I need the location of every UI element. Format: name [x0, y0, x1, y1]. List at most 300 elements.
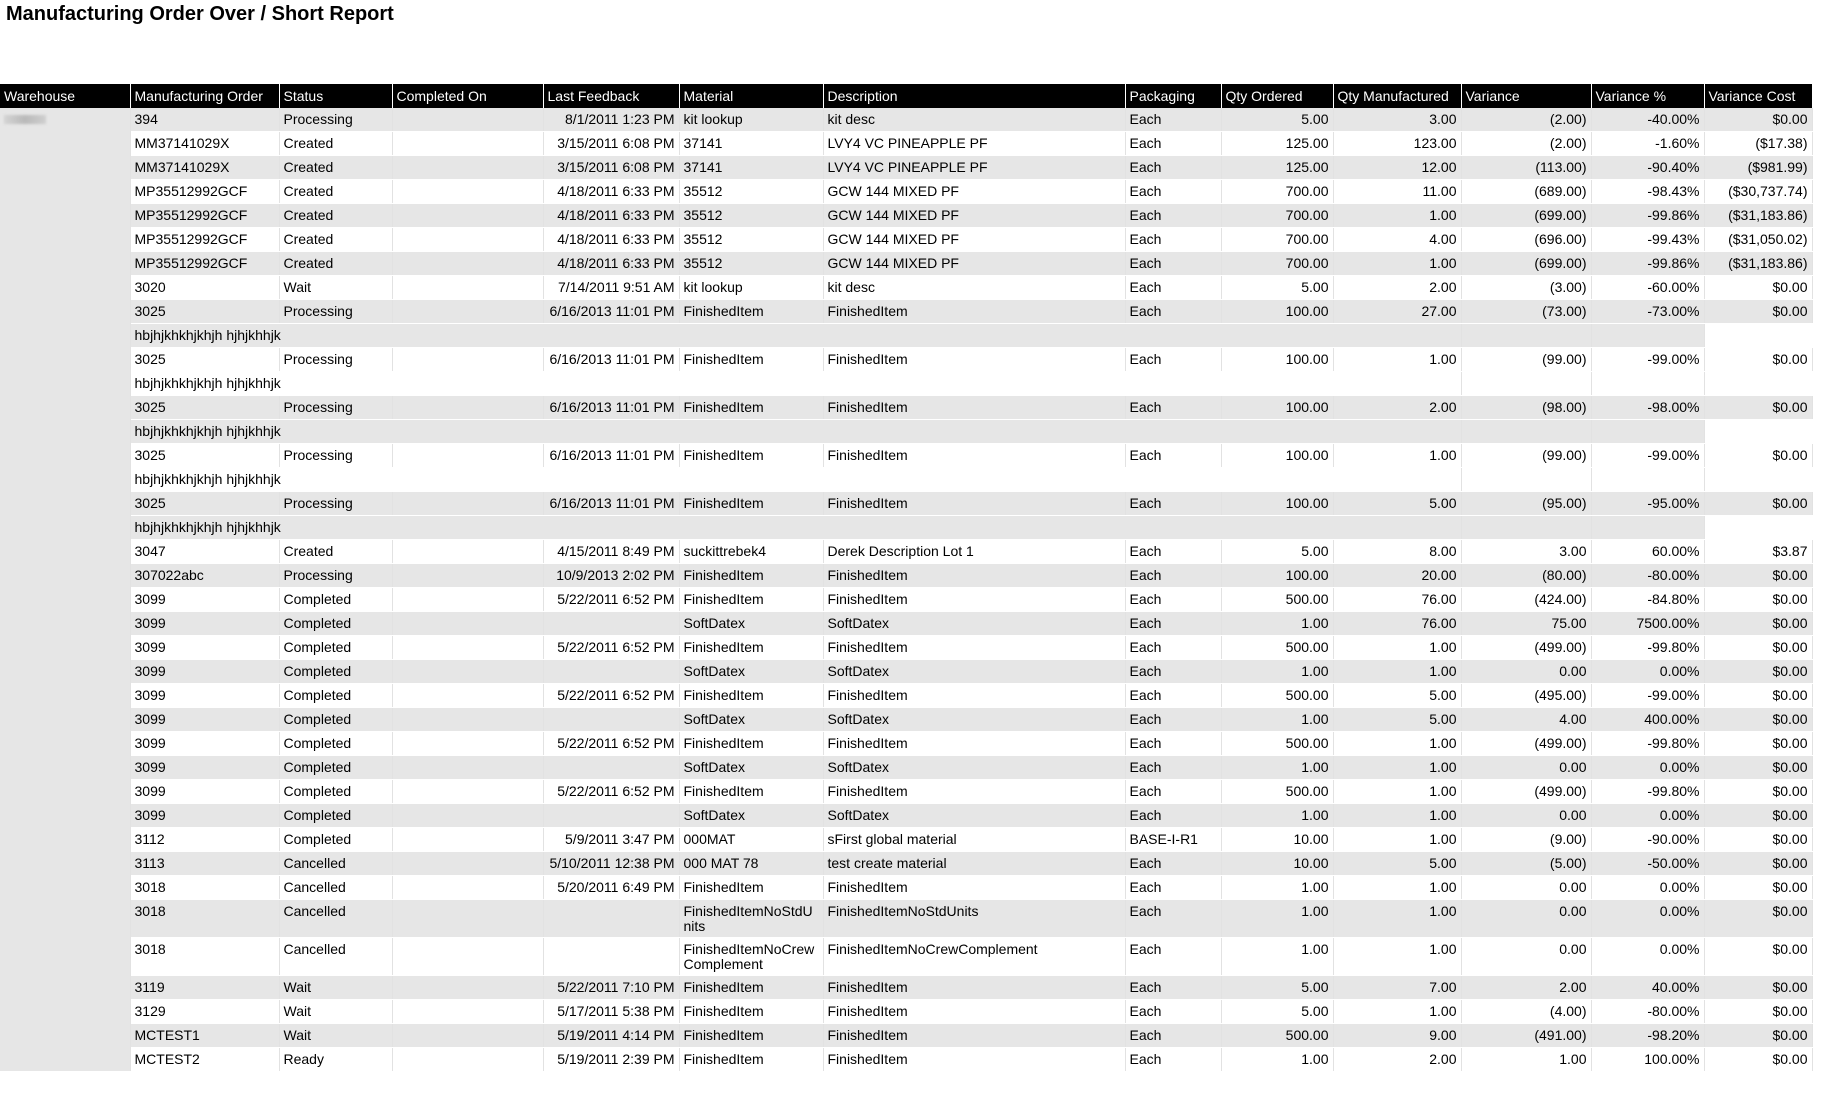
qty-manufactured-cell: 27.00: [1333, 300, 1461, 324]
variance-cost-cell: $0.00: [1704, 876, 1812, 900]
packaging-cell: Each: [1125, 540, 1221, 564]
qty-manufactured-cell: 2.00: [1333, 396, 1461, 420]
description-cell: FinishedItemNoStdUnits: [823, 900, 1125, 938]
status-cell: Processing: [279, 492, 392, 516]
qty-manufactured-cell: 3.00: [1333, 108, 1461, 132]
table-row: [0, 828, 1812, 852]
last-feedback-cell: 4/15/2011 8:49 PM: [543, 540, 679, 564]
completed-on-header: Completed On: [392, 84, 543, 108]
note-cell: hbjhjkhkhjkhjh hjhjkhhjk: [130, 324, 1461, 348]
status-cell: Ready: [279, 1048, 392, 1072]
variance-cost-cell: $0.00: [1704, 660, 1812, 684]
table-row: [0, 612, 1812, 636]
qty-ordered-cell: 1.00: [1221, 900, 1333, 938]
status-cell: Created: [279, 228, 392, 252]
status-cell: Completed: [279, 636, 392, 660]
variance-pct-cell: -73.00%: [1591, 300, 1704, 324]
table-row: [0, 588, 1812, 612]
mo-cell: MP35512992GCF: [130, 180, 279, 204]
note-empty-cell: [1461, 468, 1591, 492]
packaging-cell: BASE-I-R1: [1125, 828, 1221, 852]
material-cell: SoftDatex: [679, 708, 823, 732]
mo-cell: 3099: [130, 588, 279, 612]
description-cell: FinishedItem: [823, 732, 1125, 756]
material-cell: SoftDatex: [679, 660, 823, 684]
description-cell: kit desc: [823, 108, 1125, 132]
completed-on-cell: [392, 660, 543, 684]
table-row: [0, 708, 1812, 732]
packaging-cell: Each: [1125, 612, 1221, 636]
variance-cost-cell: $0.00: [1704, 1000, 1812, 1024]
note-empty-cell: [1461, 372, 1591, 396]
packaging-cell: Each: [1125, 636, 1221, 660]
material-cell: SoftDatex: [679, 612, 823, 636]
last-feedback-cell: 5/17/2011 5:38 PM: [543, 1000, 679, 1024]
table-row: [0, 204, 1812, 228]
mo-cell: 3099: [130, 684, 279, 708]
material-cell: SoftDatex: [679, 756, 823, 780]
qty-ordered-cell: 1.00: [1221, 1048, 1333, 1072]
qty-ordered-cell: 1.00: [1221, 756, 1333, 780]
status-cell: Completed: [279, 588, 392, 612]
variance-pct-cell: -99.00%: [1591, 444, 1704, 468]
variance-cost-cell: $0.00: [1704, 108, 1812, 132]
completed-on-cell: [392, 276, 543, 300]
variance-pct-cell: -99.00%: [1591, 684, 1704, 708]
qty-manufactured-cell: 123.00: [1333, 132, 1461, 156]
mo-cell: 3112: [130, 828, 279, 852]
last-feedback-cell: 5/9/2011 3:47 PM: [543, 828, 679, 852]
last-feedback-cell: 3/15/2011 6:08 PM: [543, 156, 679, 180]
qty-ordered-cell: 100.00: [1221, 300, 1333, 324]
packaging-cell: Each: [1125, 976, 1221, 1000]
material-cell: FinishedItem: [679, 444, 823, 468]
packaging-cell: Each: [1125, 756, 1221, 780]
variance-cost-cell: ($981.99): [1704, 156, 1812, 180]
table-row: [0, 938, 1812, 976]
packaging-cell: Each: [1125, 876, 1221, 900]
status-cell: Completed: [279, 780, 392, 804]
last-feedback-cell: [543, 938, 679, 976]
table-row: [0, 108, 1812, 132]
mo-cell: 3025: [130, 492, 279, 516]
description-cell: FinishedItem: [823, 300, 1125, 324]
qty-ordered-cell: 1.00: [1221, 876, 1333, 900]
completed-on-cell: [392, 684, 543, 708]
variance-cost-cell: ($31,183.86): [1704, 252, 1812, 276]
note-empty-cell: [1591, 324, 1704, 348]
description-cell: FinishedItem: [823, 1048, 1125, 1072]
last-feedback-cell: 4/18/2011 6:33 PM: [543, 252, 679, 276]
variance-cell: (499.00): [1461, 780, 1591, 804]
qty-ordered-cell: 1.00: [1221, 660, 1333, 684]
last-feedback-cell: 5/22/2011 6:52 PM: [543, 588, 679, 612]
status-cell: Completed: [279, 684, 392, 708]
completed-on-cell: [392, 396, 543, 420]
status-cell: Cancelled: [279, 852, 392, 876]
table-row: [0, 300, 1812, 324]
completed-on-cell: [392, 300, 543, 324]
variance-pct-cell: 0.00%: [1591, 660, 1704, 684]
variance-cost-cell: ($17.38): [1704, 132, 1812, 156]
variance-cell: 2.00: [1461, 976, 1591, 1000]
material-cell: kit lookup: [679, 276, 823, 300]
variance-pct-header: Variance %: [1591, 84, 1704, 108]
packaging-cell: Each: [1125, 204, 1221, 228]
variance-cost-cell: ($31,050.02): [1704, 228, 1812, 252]
completed-on-cell: [392, 804, 543, 828]
variance-cost-cell: $0.00: [1704, 396, 1812, 420]
qty-manufactured-cell: 8.00: [1333, 540, 1461, 564]
table-row: [0, 276, 1812, 300]
qty-ordered-cell: 700.00: [1221, 204, 1333, 228]
variance-pct-cell: -90.00%: [1591, 828, 1704, 852]
qty-ordered-cell: 1.00: [1221, 612, 1333, 636]
description-cell: LVY4 VC PINEAPPLE PF: [823, 156, 1125, 180]
material-cell: FinishedItem: [679, 976, 823, 1000]
variance-cell: (4.00): [1461, 1000, 1591, 1024]
last-feedback-cell: 5/22/2011 6:52 PM: [543, 636, 679, 660]
table-row: [0, 876, 1812, 900]
last-feedback-cell: 8/1/2011 1:23 PM: [543, 108, 679, 132]
description-cell: FinishedItem: [823, 588, 1125, 612]
qty-ordered-cell: 500.00: [1221, 780, 1333, 804]
material-cell: FinishedItemNoCrewComplement: [679, 938, 823, 976]
variance-cell: (98.00): [1461, 396, 1591, 420]
variance-cell: 1.00: [1461, 1048, 1591, 1072]
qty-manufactured-cell: 1.00: [1333, 204, 1461, 228]
table-row: [0, 396, 1812, 420]
variance-pct-cell: 0.00%: [1591, 756, 1704, 780]
description-cell: sFirst global material: [823, 828, 1125, 852]
note-cell: hbjhjkhkhjkhjh hjhjkhhjk: [130, 516, 1461, 540]
packaging-cell: Each: [1125, 708, 1221, 732]
material-cell: FinishedItem: [679, 1000, 823, 1024]
mo-cell: 3099: [130, 612, 279, 636]
table-row: [0, 492, 1812, 516]
mo-cell: 3119: [130, 976, 279, 1000]
status-cell: Completed: [279, 828, 392, 852]
completed-on-cell: [392, 708, 543, 732]
variance-cell: 0.00: [1461, 804, 1591, 828]
qty-ordered-cell: 500.00: [1221, 588, 1333, 612]
warehouse-header: Warehouse: [0, 84, 130, 108]
description-cell: SoftDatex: [823, 804, 1125, 828]
last-feedback-cell: [543, 756, 679, 780]
variance-pct-cell: 40.00%: [1591, 976, 1704, 1000]
completed-on-cell: [392, 876, 543, 900]
mo-cell: 3099: [130, 660, 279, 684]
mo-cell: 3047: [130, 540, 279, 564]
description-cell: kit desc: [823, 276, 1125, 300]
qty-ordered-cell: 5.00: [1221, 976, 1333, 1000]
mo-cell: 3099: [130, 636, 279, 660]
variance-cell: 0.00: [1461, 876, 1591, 900]
qty-ordered-cell: 700.00: [1221, 228, 1333, 252]
completed-on-cell: [392, 252, 543, 276]
qty-ordered-cell: 1.00: [1221, 708, 1333, 732]
qty-ordered-cell: 700.00: [1221, 252, 1333, 276]
variance-cell: (80.00): [1461, 564, 1591, 588]
material-cell: 35512: [679, 252, 823, 276]
qty-manufactured-cell: 11.00: [1333, 180, 1461, 204]
qty-manufactured-cell: 4.00: [1333, 228, 1461, 252]
material-cell: FinishedItem: [679, 564, 823, 588]
variance-pct-cell: -80.00%: [1591, 1000, 1704, 1024]
variance-pct-cell: -99.86%: [1591, 252, 1704, 276]
status-cell: Created: [279, 204, 392, 228]
note-empty-cell: [1461, 324, 1591, 348]
table-row: [0, 1024, 1812, 1048]
packaging-cell: Each: [1125, 180, 1221, 204]
completed-on-cell: [392, 612, 543, 636]
last-feedback-cell: 5/19/2011 4:14 PM: [543, 1024, 679, 1048]
last-feedback-cell: 5/22/2011 6:52 PM: [543, 732, 679, 756]
description-cell: FinishedItem: [823, 876, 1125, 900]
variance-cost-cell: ($31,183.86): [1704, 204, 1812, 228]
mo-cell: MCTEST1: [130, 1024, 279, 1048]
variance-pct-cell: 0.00%: [1591, 900, 1704, 938]
completed-on-cell: [392, 1000, 543, 1024]
variance-pct-cell: 0.00%: [1591, 938, 1704, 976]
qty-manufactured-cell: 1.00: [1333, 828, 1461, 852]
completed-on-cell: [392, 156, 543, 180]
completed-on-cell: [392, 1024, 543, 1048]
variance-cost-cell: $0.00: [1704, 938, 1812, 976]
material-cell: 000MAT: [679, 828, 823, 852]
description-cell: FinishedItem: [823, 444, 1125, 468]
description-cell: FinishedItem: [823, 976, 1125, 1000]
variance-cost-cell: $0.00: [1704, 804, 1812, 828]
variance-pct-cell: 0.00%: [1591, 804, 1704, 828]
mo-cell: 3025: [130, 444, 279, 468]
qty-ordered-cell: 500.00: [1221, 732, 1333, 756]
variance-pct-cell: -99.80%: [1591, 636, 1704, 660]
status-cell: Created: [279, 156, 392, 180]
mo-cell: 3020: [130, 276, 279, 300]
report-title: Manufacturing Order Over / Short Report: [6, 3, 394, 25]
variance-cost-cell: $0.00: [1704, 852, 1812, 876]
material-cell: kit lookup: [679, 108, 823, 132]
mo-cell: MP35512992GCF: [130, 252, 279, 276]
variance-cell: (99.00): [1461, 348, 1591, 372]
last-feedback-cell: 6/16/2013 11:01 PM: [543, 492, 679, 516]
completed-on-cell: [392, 780, 543, 804]
qty-manufactured-cell: 1.00: [1333, 636, 1461, 660]
variance-pct-cell: -90.40%: [1591, 156, 1704, 180]
completed-on-cell: [392, 204, 543, 228]
variance-cell: (499.00): [1461, 636, 1591, 660]
last-feedback-cell: 5/22/2011 7:10 PM: [543, 976, 679, 1000]
qty-manufactured-cell: 1.00: [1333, 1000, 1461, 1024]
packaging-cell: Each: [1125, 684, 1221, 708]
variance-cost-cell: $0.00: [1704, 564, 1812, 588]
material-cell: FinishedItem: [679, 348, 823, 372]
packaging-header: Packaging: [1125, 84, 1221, 108]
variance-cell: (113.00): [1461, 156, 1591, 180]
packaging-cell: Each: [1125, 780, 1221, 804]
material-cell: 35512: [679, 228, 823, 252]
variance-cell: (499.00): [1461, 732, 1591, 756]
material-header: Material: [679, 84, 823, 108]
variance-cell: 0.00: [1461, 756, 1591, 780]
qty-ordered-cell: 5.00: [1221, 276, 1333, 300]
completed-on-cell: [392, 492, 543, 516]
qty-manufactured-header: Qty Manufactured: [1333, 84, 1461, 108]
completed-on-cell: [392, 976, 543, 1000]
qty-ordered-cell: 500.00: [1221, 636, 1333, 660]
mo-cell: 394: [130, 108, 279, 132]
note-row: [0, 372, 1812, 396]
status-cell: Processing: [279, 108, 392, 132]
variance-pct-cell: -99.00%: [1591, 348, 1704, 372]
variance-cell: (9.00): [1461, 828, 1591, 852]
completed-on-cell: [392, 588, 543, 612]
packaging-cell: Each: [1125, 348, 1221, 372]
material-cell: FinishedItem: [679, 1048, 823, 1072]
description-cell: SoftDatex: [823, 708, 1125, 732]
table-row: [0, 732, 1812, 756]
material-cell: FinishedItem: [679, 396, 823, 420]
description-cell: SoftDatex: [823, 756, 1125, 780]
description-cell: SoftDatex: [823, 612, 1125, 636]
table-body: [0, 108, 1812, 1072]
qty-ordered-header: Qty Ordered: [1221, 84, 1333, 108]
table-row: [0, 660, 1812, 684]
last-feedback-cell: 10/9/2013 2:02 PM: [543, 564, 679, 588]
last-feedback-cell: 3/15/2011 6:08 PM: [543, 132, 679, 156]
variance-cell: (99.00): [1461, 444, 1591, 468]
variance-pct-cell: -40.00%: [1591, 108, 1704, 132]
description-cell: FinishedItem: [823, 636, 1125, 660]
last-feedback-cell: 4/18/2011 6:33 PM: [543, 228, 679, 252]
table-row: [0, 804, 1812, 828]
variance-cell: (424.00): [1461, 588, 1591, 612]
packaging-cell: Each: [1125, 732, 1221, 756]
status-header: Status: [279, 84, 392, 108]
variance-cost-cell: ($30,737.74): [1704, 180, 1812, 204]
qty-ordered-cell: 1.00: [1221, 938, 1333, 976]
qty-manufactured-cell: 12.00: [1333, 156, 1461, 180]
variance-cell: (2.00): [1461, 132, 1591, 156]
qty-manufactured-cell: 20.00: [1333, 564, 1461, 588]
packaging-cell: Each: [1125, 852, 1221, 876]
note-row: [0, 468, 1812, 492]
qty-manufactured-cell: 1.00: [1333, 756, 1461, 780]
description-cell: GCW 144 MIXED PF: [823, 252, 1125, 276]
packaging-cell: Each: [1125, 588, 1221, 612]
note-empty-cell: [1591, 372, 1704, 396]
status-cell: Processing: [279, 300, 392, 324]
qty-ordered-cell: 125.00: [1221, 156, 1333, 180]
variance-pct-cell: -99.43%: [1591, 228, 1704, 252]
material-cell: 37141: [679, 132, 823, 156]
variance-pct-cell: -98.43%: [1591, 180, 1704, 204]
description-cell: test create material: [823, 852, 1125, 876]
variance-cell: (5.00): [1461, 852, 1591, 876]
completed-on-cell: [392, 180, 543, 204]
note-cell: hbjhjkhkhjkhjh hjhjkhhjk: [130, 468, 1461, 492]
mo-cell: 3129: [130, 1000, 279, 1024]
last-feedback-cell: [543, 660, 679, 684]
description-cell: GCW 144 MIXED PF: [823, 228, 1125, 252]
status-cell: Completed: [279, 708, 392, 732]
mo-cell: 3099: [130, 804, 279, 828]
variance-cost-cell: $0.00: [1704, 828, 1812, 852]
table-row: [0, 756, 1812, 780]
note-row: [0, 324, 1812, 348]
variance-pct-cell: -98.00%: [1591, 396, 1704, 420]
qty-ordered-cell: 5.00: [1221, 108, 1333, 132]
variance-cell: (699.00): [1461, 252, 1591, 276]
qty-ordered-cell: 1.00: [1221, 804, 1333, 828]
completed-on-cell: [392, 444, 543, 468]
note-empty-cell: [1591, 420, 1704, 444]
table-header: [0, 84, 1812, 108]
mo-cell: MP35512992GCF: [130, 228, 279, 252]
status-cell: Completed: [279, 660, 392, 684]
completed-on-cell: [392, 900, 543, 938]
qty-ordered-cell: 100.00: [1221, 444, 1333, 468]
packaging-cell: Each: [1125, 444, 1221, 468]
qty-manufactured-cell: 1.00: [1333, 780, 1461, 804]
packaging-cell: Each: [1125, 1024, 1221, 1048]
completed-on-cell: [392, 852, 543, 876]
material-cell: FinishedItem: [679, 780, 823, 804]
last-feedback-cell: [543, 900, 679, 938]
variance-cell: (495.00): [1461, 684, 1591, 708]
description-cell: GCW 144 MIXED PF: [823, 180, 1125, 204]
variance-cell: (699.00): [1461, 204, 1591, 228]
description-cell: FinishedItem: [823, 684, 1125, 708]
description-cell: FinishedItem: [823, 1000, 1125, 1024]
status-cell: Wait: [279, 1000, 392, 1024]
last-feedback-cell: 4/18/2011 6:33 PM: [543, 180, 679, 204]
table-row: [0, 156, 1812, 180]
qty-ordered-cell: 125.00: [1221, 132, 1333, 156]
packaging-cell: Each: [1125, 252, 1221, 276]
variance-cell: (689.00): [1461, 180, 1591, 204]
material-cell: 37141: [679, 156, 823, 180]
qty-manufactured-cell: 1.00: [1333, 444, 1461, 468]
status-cell: Wait: [279, 976, 392, 1000]
qty-ordered-cell: 100.00: [1221, 564, 1333, 588]
note-empty-cell: [1591, 516, 1704, 540]
table-row: [0, 684, 1812, 708]
completed-on-cell: [392, 756, 543, 780]
mo-cell: 3025: [130, 348, 279, 372]
status-cell: Cancelled: [279, 876, 392, 900]
material-cell: 000 MAT 78: [679, 852, 823, 876]
packaging-cell: Each: [1125, 228, 1221, 252]
header-row: [0, 84, 1812, 108]
last-feedback-cell: 5/20/2011 6:49 PM: [543, 876, 679, 900]
mo-cell: MM37141029X: [130, 156, 279, 180]
completed-on-cell: [392, 348, 543, 372]
table-row: [0, 852, 1812, 876]
variance-cost-cell: $0.00: [1704, 348, 1812, 372]
description-cell: LVY4 VC PINEAPPLE PF: [823, 132, 1125, 156]
packaging-cell: Each: [1125, 900, 1221, 938]
variance-cost-cell: $0.00: [1704, 708, 1812, 732]
qty-manufactured-cell: 9.00: [1333, 1024, 1461, 1048]
packaging-cell: Each: [1125, 156, 1221, 180]
variance-pct-cell: -60.00%: [1591, 276, 1704, 300]
mo-cell: 3099: [130, 732, 279, 756]
qty-manufactured-cell: 1.00: [1333, 938, 1461, 976]
variance-cost-cell: $0.00: [1704, 1048, 1812, 1072]
variance-cost-cell: $0.00: [1704, 276, 1812, 300]
